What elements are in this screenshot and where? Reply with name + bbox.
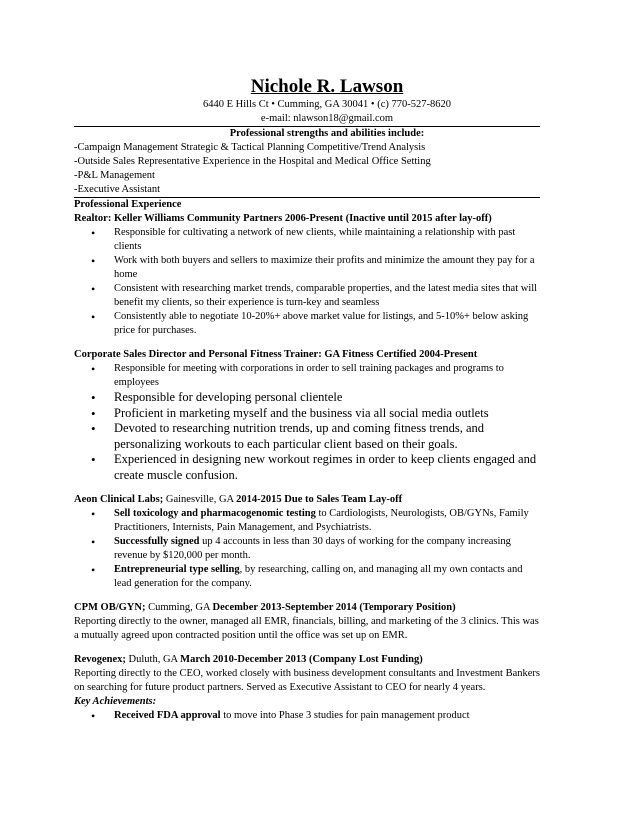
bullet-bold: Received FDA approval bbox=[114, 710, 221, 721]
contact-info bbox=[114, 98, 540, 126]
email-line: e-mail: nlawson18@gmail.com bbox=[260, 113, 394, 124]
bullet-text: to Cardiologists, Neurologists, OB/GYNs, Family Practitioners, Internists, Pain Management, and Psychiatrists. bbox=[114, 508, 529, 533]
list-item: • Responsible for meeting with corporations in order to sell training packages and programs to employees bbox=[74, 362, 540, 390]
list-item bbox=[74, 709, 540, 723]
gaf-heading: Corporate Sales Director and Personal Fitness Trainer: GA Fitness Certified 2004-Present bbox=[74, 349, 478, 360]
aeon-location: Gainesville, GA bbox=[163, 494, 237, 505]
bullet-text: , by researching, calling on, and managing all my own contacts and lead generation for the company. bbox=[114, 564, 523, 589]
kw-bullets bbox=[74, 226, 540, 338]
bullet-bold: Sell toxicology and pharmacogenomic testing bbox=[114, 508, 316, 519]
experience-title: Professional Experience bbox=[74, 199, 182, 210]
list-item: • Proficient in marketing myself and the business via all social media outlets bbox=[74, 406, 540, 422]
list-item: • Work with both buyers and sellers to maximize their profits and minimize the amount they pay for a home bbox=[74, 254, 540, 282]
revo-heading bbox=[74, 653, 540, 667]
candidate-name: Nichole R. Lawson bbox=[250, 76, 404, 97]
list-item bbox=[74, 563, 540, 591]
aeon-bullets bbox=[74, 507, 540, 591]
revo-bullets bbox=[74, 709, 540, 723]
revo-description: Reporting directly to the CEO, worked closely with business development consultants and Investment Bankers on searching for future product partners. Served as Executive Assistant to CEO for nearly 4 years. bbox=[74, 668, 540, 693]
bullet-bold: Successfully signed bbox=[114, 536, 200, 547]
list-item: • Responsible for developing personal clientele bbox=[74, 390, 540, 406]
list-item: • Consistent with researching market trends, comparable properties, and the latest media sites that will benefit my clients, so their experience is turn-key and seamless bbox=[74, 282, 540, 310]
strength-item: -P&L Management bbox=[74, 170, 155, 181]
strength-item: -Executive Assistant bbox=[74, 184, 161, 195]
list-item: • Responsible for cultivating a network of new clients, while maintaining a relationship with past clients bbox=[74, 226, 540, 254]
revo-company: Revogenex; bbox=[74, 654, 126, 665]
achievements-label: Key Achievements: bbox=[74, 696, 157, 707]
cpm-description: Reporting directly to the owner, managed all EMR, financials, billing, and marketing of the 3 clinics. This was a mutually agreed upon contracted position until the office was set up on EMR. bbox=[74, 616, 539, 641]
list-item: • Devoted to researching nutrition trends, up and coming fitness trends, and personalizing workouts to each particular client based on their goals. bbox=[74, 421, 540, 452]
cpm-company: CPM OB/GYN; bbox=[74, 602, 146, 613]
aeon-company: Aeon Clinical Labs; bbox=[74, 494, 164, 505]
resume-page bbox=[74, 76, 540, 723]
revo-location: Duluth, GA bbox=[125, 654, 181, 665]
list-item: • Consistently able to negotiate 10-20%+ above market value for listings, and 5-10%+ below asking price for purchases. bbox=[74, 310, 540, 338]
bullet-text: to move into Phase 3 studies for pain management product bbox=[220, 710, 470, 721]
gaf-bullets bbox=[74, 362, 540, 483]
aeon-heading bbox=[74, 493, 540, 507]
bullet-text: up 4 accounts in less than 30 days of working for the company increasing revenue by $120,000 per month. bbox=[114, 536, 511, 561]
strengths-list bbox=[74, 141, 540, 197]
cpm-dates: December 2013-September 2014 (Temporary Position) bbox=[212, 602, 456, 613]
cpm-location: Cumming, GA bbox=[145, 602, 213, 613]
strength-item: -Campaign Management Strategic & Tactical Planning Competitive/Trend Analysis bbox=[74, 142, 426, 153]
revo-dates: March 2010-December 2013 (Company Lost Funding) bbox=[180, 654, 423, 665]
list-item bbox=[74, 535, 540, 563]
strength-item: -Outside Sales Representative Experience in the Hospital and Medical Office Setting bbox=[74, 156, 431, 167]
strengths-title: Professional strengths and abilities include: bbox=[229, 128, 425, 139]
aeon-dates: 2014-2015 Due to Sales Team Lay-off bbox=[236, 494, 403, 505]
bullet-bold: Entrepreneurial type selling bbox=[114, 564, 240, 575]
cpm-heading bbox=[74, 601, 540, 615]
address-line: 6440 E Hills Ct • Cumming, GA 30041 • (c) 770-527-8620 bbox=[203, 99, 451, 110]
list-item bbox=[74, 507, 540, 535]
kw-heading: Realtor: Keller Williams Community Partners 2006-Present (Inactive until 2015 after lay-off) bbox=[74, 213, 492, 224]
list-item: • Experienced in designing new workout regimes in order to keep clients engaged and create muscle confusion. bbox=[74, 452, 540, 483]
